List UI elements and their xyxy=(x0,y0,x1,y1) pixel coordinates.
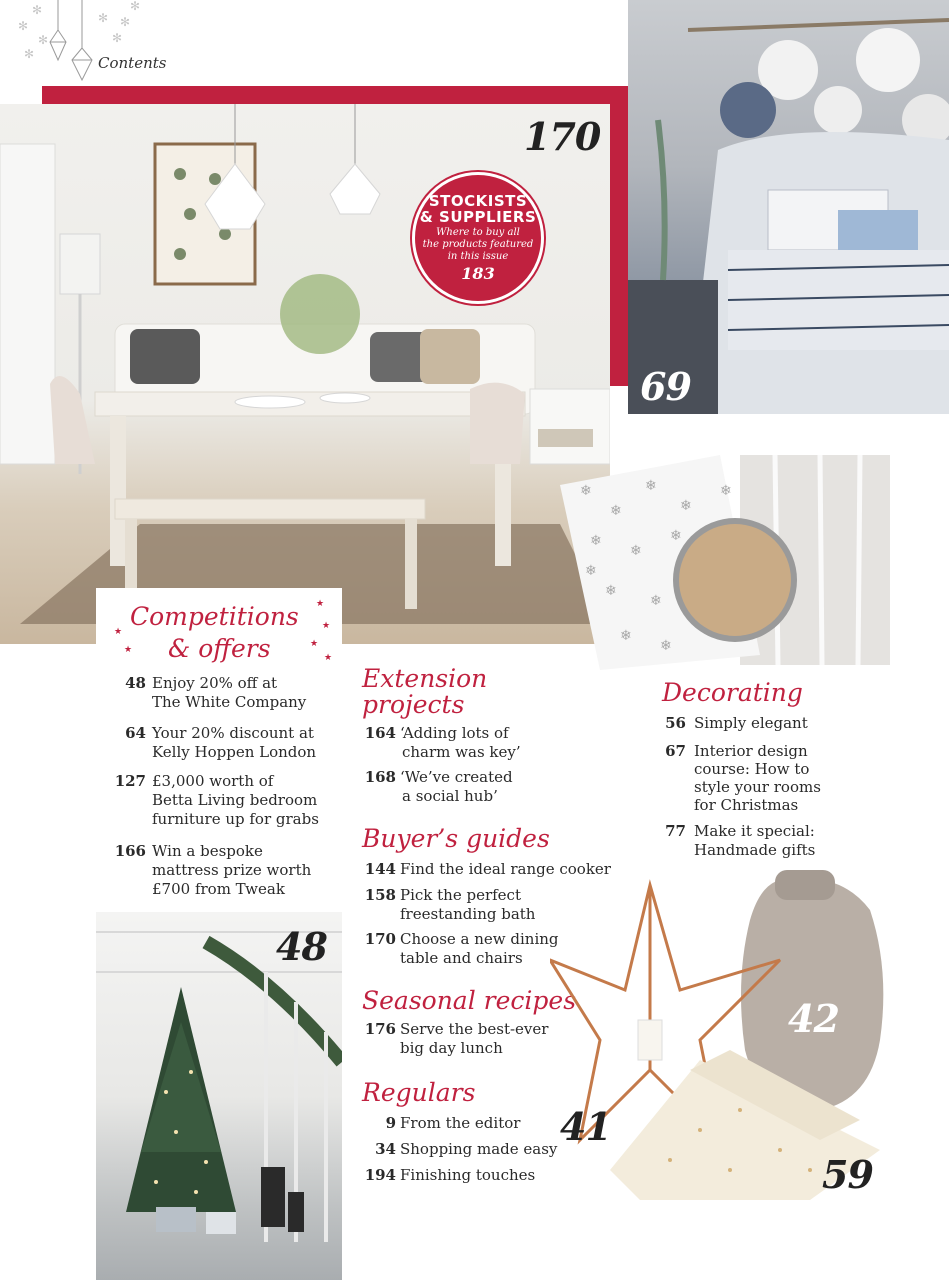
toc-page: 166 xyxy=(114,842,146,860)
competitions-title-line2: & offers xyxy=(168,634,271,663)
red-frame-bar-side xyxy=(610,86,628,386)
toc-text: Win a bespoke mattress prize worth £700 from Tweak xyxy=(152,842,312,898)
competitions-panel xyxy=(96,588,342,912)
svg-text:✻: ✻ xyxy=(120,15,131,29)
red-frame-bar xyxy=(42,86,628,104)
svg-text:★: ★ xyxy=(310,639,319,649)
toc-text: Interior design course: How to style your rooms for Christmas xyxy=(694,742,821,814)
toc-page: 56 xyxy=(665,714,686,732)
section-label: Contents xyxy=(98,54,167,72)
svg-text:✻: ✻ xyxy=(32,3,43,17)
regulars-title: Regulars xyxy=(362,1078,476,1107)
svg-text:❄: ❄ xyxy=(630,543,642,559)
svg-text:❄: ❄ xyxy=(610,503,622,519)
svg-text:❄: ❄ xyxy=(605,583,617,599)
toc-text: Simply elegant xyxy=(694,714,808,732)
toc-text: ‘We’ve created a social hub’ xyxy=(400,768,513,805)
toc-page: 127 xyxy=(114,772,146,790)
toc-page: 64 xyxy=(125,724,146,742)
stockists-title-line2: & SUPPLIERS xyxy=(419,208,537,226)
decorating-panel xyxy=(640,672,920,872)
bedroom-page-number: 69 xyxy=(640,364,691,409)
extension-title-line1: Extension xyxy=(362,664,488,693)
decor-samples-image xyxy=(560,455,900,675)
svg-text:❄: ❄ xyxy=(660,638,672,654)
buyers-title: Buyer’s guides xyxy=(362,824,550,853)
svg-text:★: ★ xyxy=(324,653,332,663)
toc-page: 34 xyxy=(375,1140,396,1158)
svg-text:✻: ✻ xyxy=(130,0,140,13)
svg-text:✻: ✻ xyxy=(112,31,123,45)
toc-text: From the editor xyxy=(400,1114,521,1132)
toc-text: Serve the best-ever big day lunch xyxy=(400,1020,549,1057)
stockists-desc-line2: the products featured xyxy=(422,239,534,250)
star-page-number: 41 xyxy=(560,1104,611,1149)
products-image xyxy=(550,870,949,1200)
decorating-title: Decorating xyxy=(662,678,803,707)
bottle-page-number: 42 xyxy=(788,996,839,1041)
stockists-desc-line3: in this issue xyxy=(447,251,509,262)
svg-text:❄: ❄ xyxy=(645,478,657,494)
toc-page: 158 xyxy=(364,886,396,904)
toc-text: Your 20% discount at Kelly Hoppen London xyxy=(152,724,317,761)
toc-page: 48 xyxy=(125,674,146,692)
dining-page-number: 170 xyxy=(524,114,601,159)
toc-text: Finishing touches xyxy=(400,1166,536,1184)
svg-text:✻: ✻ xyxy=(24,47,35,61)
stair-page-number: 48 xyxy=(276,924,327,969)
svg-text:❄: ❄ xyxy=(680,498,692,514)
toc-text: Pick the perfect freestanding bath xyxy=(400,886,536,923)
svg-text:❄: ❄ xyxy=(590,533,602,549)
toc-text: Enjoy 20% off at The White Company xyxy=(152,674,307,711)
toc-page: 194 xyxy=(364,1166,396,1184)
competitions-title-line1: Competitions xyxy=(130,602,299,631)
toc-text: Make it special: Handmade gifts xyxy=(694,822,816,859)
throw-page-number: 59 xyxy=(822,1152,873,1197)
svg-text:✻: ✻ xyxy=(18,19,29,33)
svg-text:★: ★ xyxy=(316,599,325,609)
svg-text:❄: ❄ xyxy=(650,593,662,609)
toc-text: Shopping made easy xyxy=(400,1140,558,1158)
toc-text: Choose a new dining table and chairs xyxy=(400,930,559,967)
bedroom-photo xyxy=(628,0,949,414)
stockists-badge[interactable] xyxy=(412,172,544,304)
svg-text:★: ★ xyxy=(124,645,133,655)
svg-text:❄: ❄ xyxy=(585,563,597,579)
svg-text:★: ★ xyxy=(322,621,331,631)
svg-text:❄: ❄ xyxy=(620,628,632,644)
toc-text: ‘Adding lots of charm was key’ xyxy=(400,724,521,761)
toc-page: 168 xyxy=(364,768,396,786)
svg-text:★: ★ xyxy=(114,627,123,637)
svg-text:✻: ✻ xyxy=(38,33,49,47)
toc-page: 67 xyxy=(665,742,686,760)
stockists-page-number: 183 xyxy=(461,264,495,283)
svg-text:❄: ❄ xyxy=(670,528,682,544)
toc-page: 77 xyxy=(665,822,686,840)
toc-page: 9 xyxy=(385,1114,396,1132)
ornament-decoration xyxy=(10,0,140,90)
svg-text:✻: ✻ xyxy=(98,11,109,25)
toc-page: 170 xyxy=(364,930,396,948)
toc-text: Find the ideal range cooker xyxy=(400,860,611,878)
stockists-desc-line1: Where to buy all xyxy=(436,227,520,238)
extension-title-line2: projects xyxy=(362,690,465,719)
toc-page: 144 xyxy=(364,860,396,878)
toc-page: 176 xyxy=(364,1020,396,1038)
seasonal-title: Seasonal recipes xyxy=(362,986,577,1015)
svg-text:❄: ❄ xyxy=(720,483,732,499)
stockists-title-line1: STOCKISTS xyxy=(428,192,528,210)
toc-page: 164 xyxy=(364,724,396,742)
toc-text: £3,000 worth of Betta Living bedroom furniture up for grabs xyxy=(152,772,319,828)
svg-text:❄: ❄ xyxy=(580,483,592,499)
